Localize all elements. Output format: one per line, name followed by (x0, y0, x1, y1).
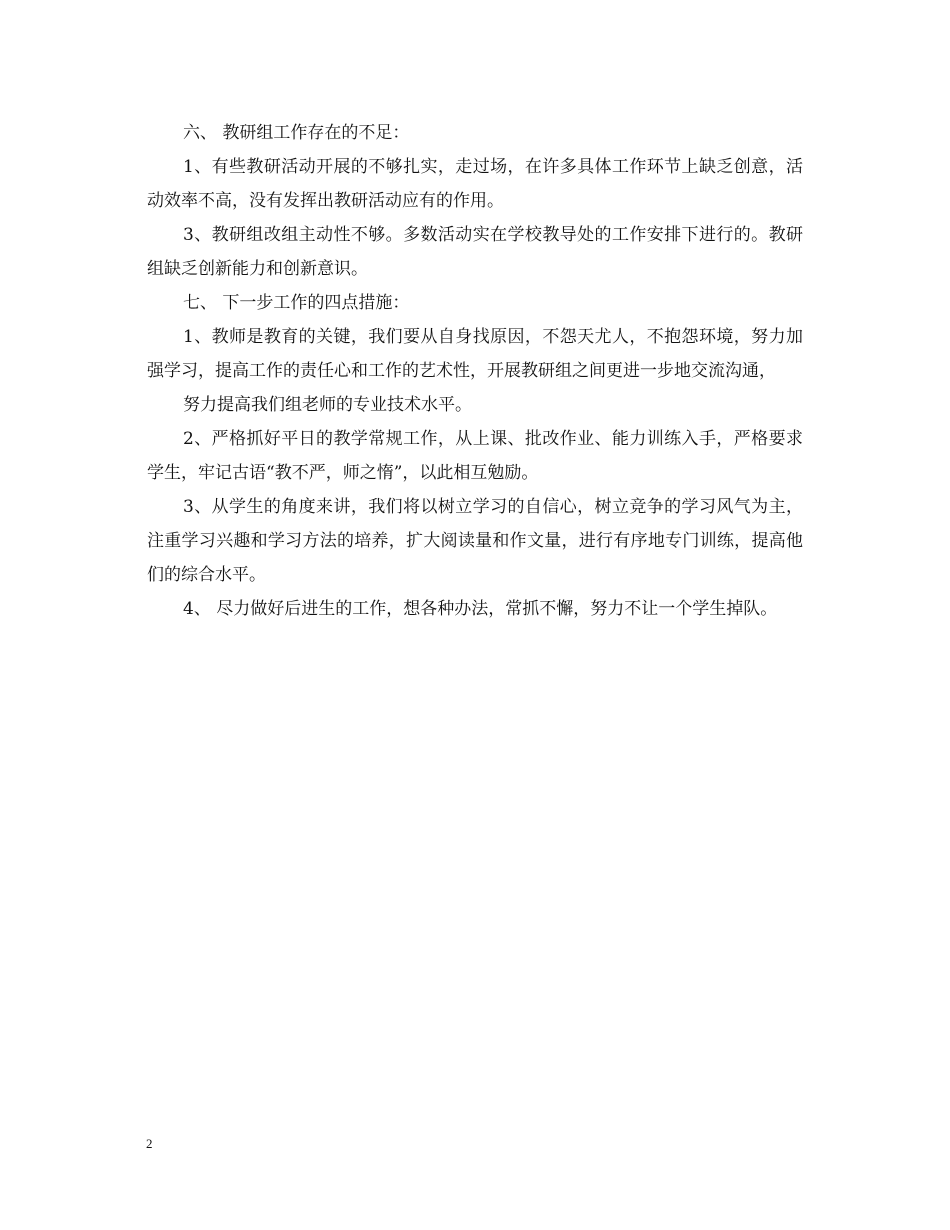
page-number: 2 (146, 1136, 153, 1151)
paragraph: 3、教研组改组主动性不够。多数活动实在学校教导处的工作安排下进行的。教研组缺乏创新能力和创新意识。 (147, 225, 803, 279)
paragraph: 2、严格抓好平日的教学常规工作，从上课、批改作业、能力训练入手，严格要求学生，牢记古语“教不严，师之惰”，以此相互勉励。 (147, 429, 803, 483)
section-heading-next-steps: 七、 下一步工作的四点措施： (183, 293, 410, 313)
paragraph: 3、从学生的角度来讲，我们将以树立学习的自信心，树立竞争的学习风气为主，注重学习兴趣和学习方法的培养，扩大阅读量和作文量，进行有序地专门训练，提高他们的综合水平。 (147, 497, 803, 585)
document-body (147, 116, 803, 626)
section-heading-shortcomings: 六、 教研组工作存在的不足： (183, 123, 410, 143)
paragraph: 1、有些教研活动开展的不够扎实，走过场，在许多具体工作环节上缺乏创意，活动效率不高，没有发挥出教研活动应有的作用。 (147, 157, 803, 211)
paragraph: 4、 尽力做好后进生的工作，想各种办法，常抓不懈，努力不让一个学生掉队。 (183, 599, 778, 619)
paragraph: 1、教师是教育的关键，我们要从自身找原因，不怨天尤人，不抱怨环境，努力加强学习，提高工作的责任心和工作的艺术性，开展教研组之间更进一步地交流沟通， (147, 327, 803, 381)
paragraph: 努力提高我们组老师的专业技术水平。 (183, 395, 472, 415)
